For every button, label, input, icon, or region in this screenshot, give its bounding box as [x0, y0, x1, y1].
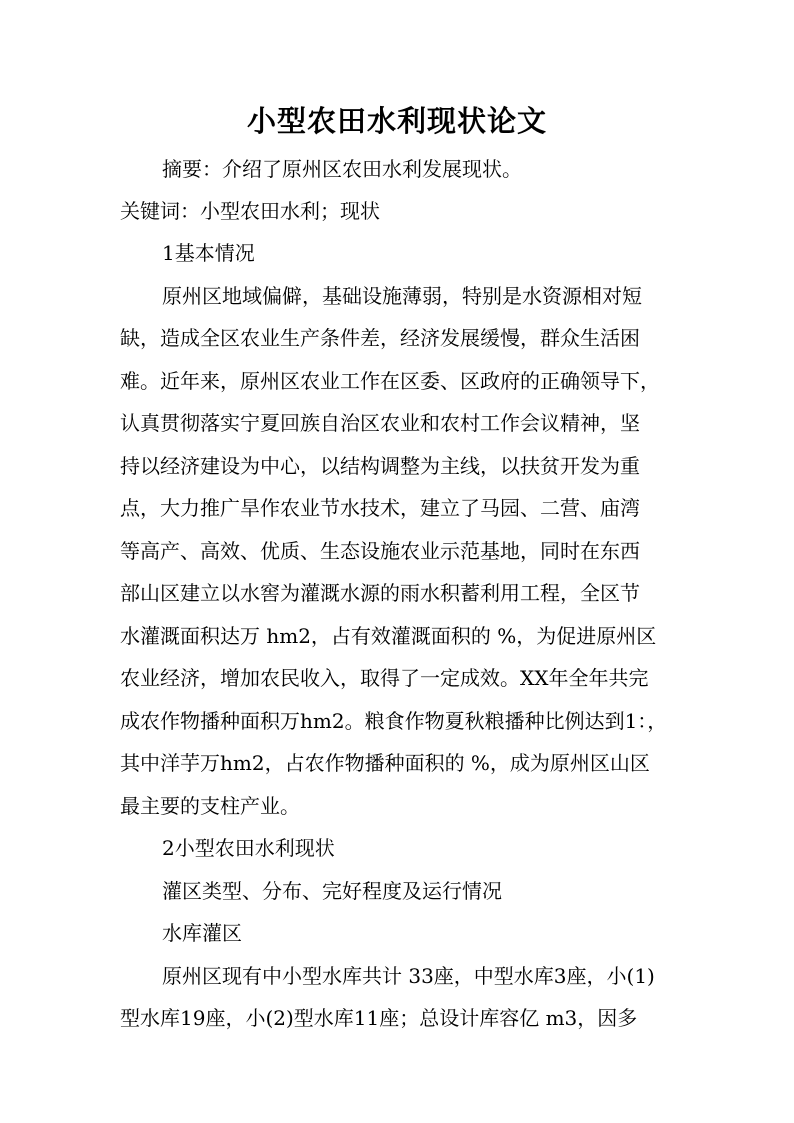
subsection-heading: 水库灌区 [162, 921, 242, 945]
paragraph-line: 持以经济建设为中心，以结构调整为主线，以扶贫开发为重 [120, 454, 640, 478]
document-title: 小型农田水利现状论文 [246, 104, 547, 138]
paragraph-line: 点，大力推广旱作农业节水技术，建立了马园、二营、庙湾 [120, 496, 640, 520]
paragraph-line: 认真贯彻落实宁夏回族自治区农业和农村工作会议精神，坚 [120, 411, 640, 435]
paragraph-line: 其中洋芋万hm2，占农作物播种面积的 %，成为原州区山区 [120, 751, 650, 775]
paragraph-line: 部山区建立以水窖为灌溉水源的雨水积蓄利用工程，全区节 [120, 581, 640, 605]
paragraph-line: 缺，造成全区农业生产条件差，经济发展缓慢，群众生活困 [120, 326, 640, 350]
paragraph-line: 最主要的支柱产业。 [120, 794, 300, 818]
paragraph-line: 水灌溉面积达万 hm2，占有效灌溉面积的 %，为促进原州区 [120, 624, 657, 648]
abstract-line: 摘要：介绍了原州区农田水利发展现状。 [162, 157, 522, 181]
paragraph-line: 原州区地域偏僻，基础设施薄弱，特别是水资源相对短 [162, 284, 642, 308]
paragraph-line: 成农作物播种面积万hm2。粮食作物夏秋粮播种比例达到1：， [120, 709, 668, 733]
section-heading: 2小型农田水利现状 [162, 836, 335, 860]
subsection-heading: 灌区类型、分布、完好程度及运行情况 [162, 879, 502, 903]
paragraph-line: 型水库19座，小(2)型水库11座；总设计库容亿 m3，因多 [120, 1006, 638, 1030]
paragraph-line: 等高产、高效、优质、生态设施农业示范基地，同时在东西 [120, 539, 640, 563]
paragraph-line: 难。近年来，原州区农业工作在区委、区政府的正确领导下， [120, 369, 660, 393]
keywords-line: 关键词：小型农田水利；现状 [120, 199, 380, 223]
section-heading: 1基本情况 [162, 241, 255, 265]
paragraph-line: 农业经济，增加农民收入，取得了一定成效。XX年全年共完 [120, 666, 649, 690]
paragraph-line: 原州区现有中小型水库共计 33座，中型水库3座，小(1) [162, 964, 655, 988]
